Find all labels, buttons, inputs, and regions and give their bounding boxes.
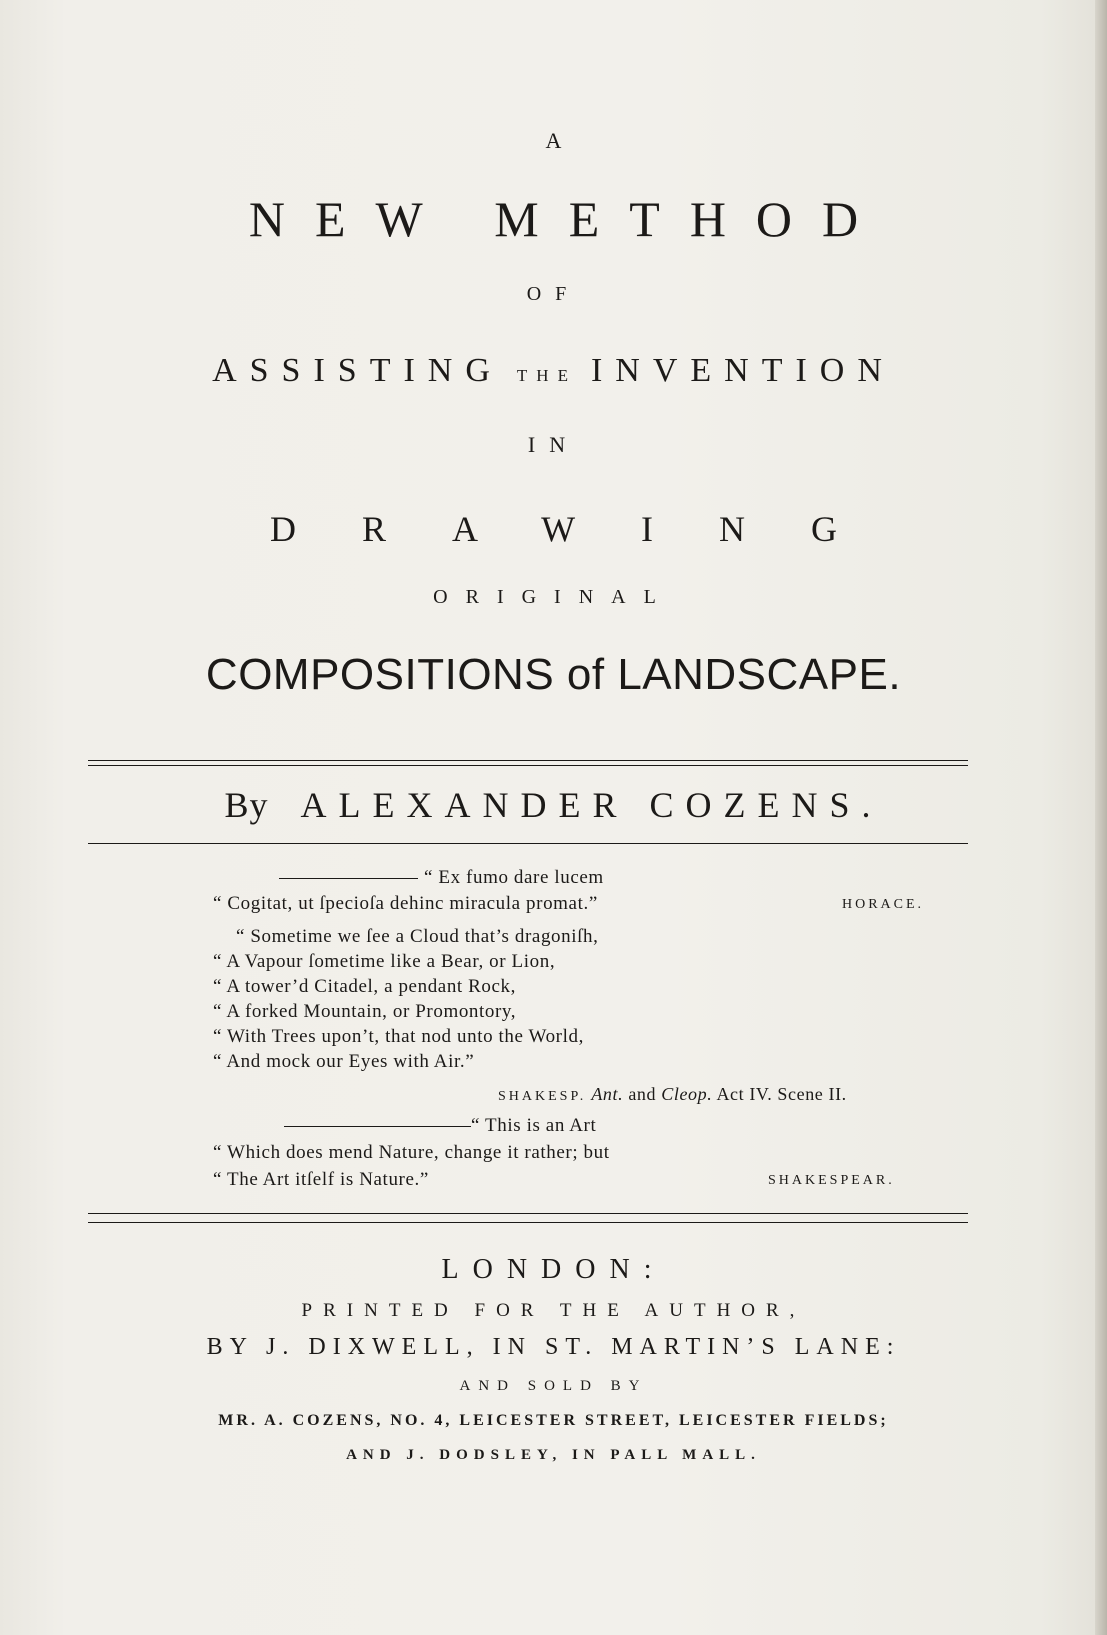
author-by: By <box>224 785 269 825</box>
shakespeare-line-2: “ A Vapour ſometime like a Bear, or Lion, <box>213 951 556 972</box>
winters-tale-line-1 <box>284 1115 596 1137</box>
shakespeare-line-3: “ A tower’d Citadel, a pendant Rock, <box>213 976 517 997</box>
shakespeare-line-1: “ Sometime we ſee a Cloud that’s dragoniſh, <box>236 926 599 947</box>
title-article: A <box>545 128 562 153</box>
imprint-sold-by: AND SOLD BY <box>459 1378 648 1394</box>
attr-and: and <box>628 1084 657 1104</box>
shakespeare-line-6: “ And mock our Eyes with Air.” <box>213 1051 475 1072</box>
title-of: OF <box>526 283 581 305</box>
attr-author: SHAKESP. <box>498 1089 587 1104</box>
title-invention: INVENTION <box>590 352 895 389</box>
horace-attribution: HORACE. <box>842 897 925 912</box>
horace-line-2: “ Cogitat, ut ſpecioſa dehinc miracula promat.” <box>213 893 598 914</box>
winters-tale-line-2: “ Which does mend Nature, change it rather; but <box>213 1142 610 1163</box>
rule-bottom-2 <box>88 1222 968 1223</box>
quote-dash-2 <box>284 1126 471 1127</box>
author-line <box>0 784 1107 826</box>
title-in: IN <box>527 432 580 457</box>
rule-bottom-1 <box>88 1213 968 1214</box>
attr-act: Act IV. Scene II. <box>716 1084 847 1104</box>
imprint-printer: BY J. DIXWELL, IN ST. MARTIN’S LANE: <box>206 1334 901 1360</box>
imprint-city: LONDON: <box>441 1254 666 1285</box>
title-new-method: NEW METHOD <box>248 191 889 247</box>
shakespeare-attribution <box>498 1084 847 1105</box>
rule-top-2 <box>88 765 968 766</box>
winters-tale-line-3: “ The Art itſelf is Nature.” <box>213 1169 429 1190</box>
imprint-seller-2: AND J. DODSLEY, IN PALL MALL. <box>346 1447 761 1463</box>
horace-text-1: “ Ex fumo dare lucem <box>424 867 604 888</box>
horace-line-1 <box>279 867 604 889</box>
title-assisting: ASSISTING <box>212 352 503 389</box>
title-compositions: COMPOSITIONS of LANDSCAPE. <box>205 650 902 699</box>
author-name: ALEXANDER COZENS. <box>300 785 883 825</box>
shakespeare-line-4: “ A forked Mountain, or Promontory, <box>213 1001 517 1022</box>
winters-tale-text-1: “ This is an Art <box>471 1115 597 1136</box>
imprint-seller-1: MR. A. COZENS, NO. 4, LEICESTER STREET, LEICESTER FIELDS; <box>218 1412 889 1429</box>
quote-dash <box>279 878 418 879</box>
title-original: ORIGINAL <box>433 586 674 608</box>
imprint-printed-for: PRINTED FOR THE AUTHOR, <box>301 1300 806 1321</box>
shakespeare-line-5: “ With Trees upon’t, that nod unto the World, <box>213 1026 584 1047</box>
attr-play-b: Cleop. <box>661 1084 713 1104</box>
title-assisting-line <box>0 352 1107 390</box>
rule-top-1 <box>88 760 968 761</box>
attr-play-a: Ant. <box>591 1084 624 1104</box>
title-drawing: DRAWING <box>269 509 904 549</box>
title-the: THE <box>516 366 577 385</box>
rule-author-bottom <box>88 843 968 844</box>
winters-tale-attribution: SHAKESPEAR. <box>768 1173 895 1188</box>
